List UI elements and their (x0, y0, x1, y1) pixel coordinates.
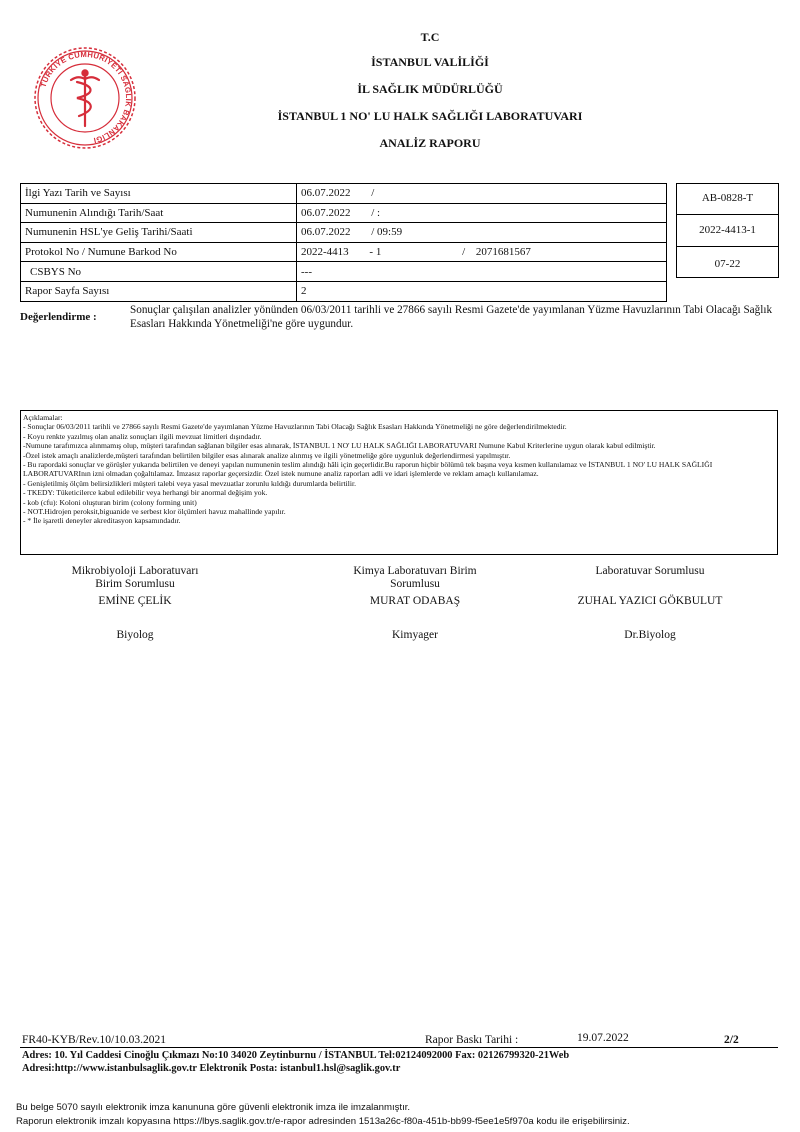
row-value: 06.07.2022 / : (297, 203, 667, 223)
row-label: Rapor Sayfa Sayısı (21, 281, 297, 301)
row-value: 06.07.2022 / 09:59 (297, 223, 667, 243)
signer-name: MURAT ODABAŞ (369, 595, 461, 607)
signature-chemistry (330, 565, 500, 641)
divider (677, 214, 778, 215)
evaluation-label: Değerlendirme : (20, 311, 97, 323)
header-governorship: İSTANBUL VALİLİĞİ (371, 55, 489, 69)
note-line: - Bu rapordaki sonuçlar ve görüşler yukarıda belirtilen ve deneyi yapılan numunenin teslim alındığı hâli için geçerlidir.Bu raporun hiçbir bölümü tek başına veya kısmen kullanılamaz ve İSTANBUL 1 NO' LU HALK SAĞLIĞI LABORATUVARInın izni olmadan çoğaltılamaz. İmzasız raporlar geçersizdir. Özel istek numune analiz raporları adli ve idari işlemlerde ve reklam amaçlı kullanılamaz. (23, 460, 713, 479)
note-line: -Numune tarafımızca alınmamış olup, müşteri tarafından sağlanan bilgiler esas alınarak, İSTANBUL 1 NO' LU HALK SAĞLIĞI LABORATUVARI Numune Kabul Kriterlerine uygun olarak kabul edilmiştir. (23, 441, 656, 451)
note-line: - Genişletilmiş ölçüm belirsizlikleri müşteri talebi veya yasal mevzuatlar zorunlu kıldığı durumlarda belirtilir. (23, 478, 356, 488)
header-directorate: İL SAĞLIK MÜDÜRLÜĞÜ (357, 82, 503, 96)
signer-role: Mikrobiyoloji Laboratuvarı Birim Sorumlusu (71, 565, 199, 590)
address-line: Adres: 10. Yıl Caddesi Cinoğlu Çıkmazı No:10 34020 Zeytinburnu / İSTANBUL Tel:02124092000 Fax: 02126799320-21Web (22, 1050, 570, 1061)
table-row (21, 281, 667, 301)
note-line: - Sonuçlar 06/03/2011 tarihli ve 27866 sayılı Resmi Gazete'de yayımlanan Yüzme Havuzlarının Tabi Olacağı Sağlık Esasları Hakkında Yönetmeliği ne göre değerlendirilmektedir. (23, 422, 567, 432)
signer-role: Laboratuvar Sorumlusu (595, 565, 705, 577)
row-label: Numunenin HSL'ye Geliş Tarihi/Saati (21, 223, 297, 243)
sample-info-table (20, 183, 667, 302)
ministry-logo (33, 46, 137, 150)
note-line: - Koyu renkte yazılmış olan analiz sonuçları ilgili mevzuat limitleri dışındadır. (23, 431, 262, 441)
signature-lab-manager (570, 565, 730, 641)
note-line: - NOT.Hidrojen peroksit,biguanide ve serbest klor ölçümleri havuz mahallinde yapılır. (23, 507, 286, 517)
signer-title: Biyolog (116, 629, 154, 641)
form-code: FR40-KYB/Rev.10/10.03.2021 (22, 1034, 166, 1046)
esign-notice: Bu belge 5070 sayılı elektronik imza kanununa göre güvenli elektronik imza ile imzalanmıştır. (16, 1102, 411, 1113)
header-tc: T.C (420, 30, 440, 44)
signer-name: ZUHAL YAZICI GÖKBULUT (577, 595, 723, 607)
accreditation-code: AB-0828-T (701, 192, 754, 204)
header-laboratory: İSTANBUL 1 NO' LU HALK SAĞLIĞI LABORATUVARI (277, 109, 583, 123)
notes-box (20, 410, 778, 555)
signer-title: Kimyager (392, 629, 438, 641)
table-row (21, 203, 667, 223)
report-title: ANALİZ RAPORU (379, 136, 481, 150)
note-line: -Özel istek amaçlı analizlerde,müşteri tarafından belirtilen bilgiler esas alınarak analize alınmış ve ilgili yönetmeliğe göre uygunluk değerlendirmesi yapılmıştır. (23, 450, 511, 460)
table-row (21, 184, 667, 204)
print-date: 19.07.2022 (577, 1032, 629, 1044)
note-line: - * İle işaretli deneyler akreditasyon kapsamındadır. (23, 516, 181, 526)
address-line: Adresi:http://www.istanbulsaglik.gov.tr Elektronik Posta: istanbul1.hsl@saglik.gov.tr (22, 1063, 401, 1074)
row-label: İlgi Yazı Tarih ve Sayısı (21, 184, 297, 204)
table-row (21, 242, 667, 262)
logo-text: TÜRKİYE CUMHURİYETİ SAĞLIK BAKANLIĞI (38, 49, 134, 146)
row-value: 06.07.2022 / (297, 184, 667, 204)
row-value: 2 (297, 281, 667, 301)
evaluation-text: Sonuçlar çalışılan analizler yönünden 06/03/2011 tarihli ve 27866 sayılı Resmi Gazete'de yayımlanan Yüzme Havuzlarının Tabi Olacağı Sağlık Esasları Hakkında Yönetmeliği'ne göre uygundur. (130, 304, 773, 330)
print-date-label: Rapor Baskı Tarihi : (425, 1034, 519, 1046)
note-line: - kob (cfu): Koloni oluşturan birim (colony forming unit) (23, 497, 197, 507)
table-row (21, 223, 667, 243)
protocol-code: 2022-4413-1 (699, 224, 756, 236)
period-code: 07-22 (714, 258, 741, 270)
signer-title: Dr.Biyolog (624, 629, 676, 641)
footer-divider (20, 1047, 778, 1048)
row-label: Numunenin Alındığı Tarih/Saat (21, 203, 297, 223)
row-label: CSBYS No (21, 262, 297, 282)
page-number: 2/2 (724, 1034, 739, 1046)
note-line: Açıklamalar: (23, 413, 63, 422)
row-value: --- (297, 262, 667, 282)
esign-verification: Raporun elektronik imzalı kopyasına https://lbys.saglik.gov.tr/e-rapor adresinden 1513a26c-f80a-451b-bb99-f5ee1e5f970a kodu ile erişebilirsiniz. (16, 1116, 630, 1127)
signer-name: EMİNE ÇELİK (98, 595, 172, 607)
table-row (21, 262, 667, 282)
note-line: - TKEDY: Tüketicilerce kabul edilebilir veya herhangi bir anormal değişim yok. (23, 488, 268, 498)
row-label: Protokol No / Numune Barkod No (21, 242, 297, 262)
signer-role: Kimya Laboratuvarı Birim Sorumlusu (353, 565, 477, 590)
signature-microbiology (60, 565, 210, 641)
divider (677, 246, 778, 247)
caduceus-icon (71, 70, 99, 126)
accreditation-box (676, 183, 779, 278)
row-value: 2022-4413 - 1 / 2071681567 (297, 242, 667, 262)
